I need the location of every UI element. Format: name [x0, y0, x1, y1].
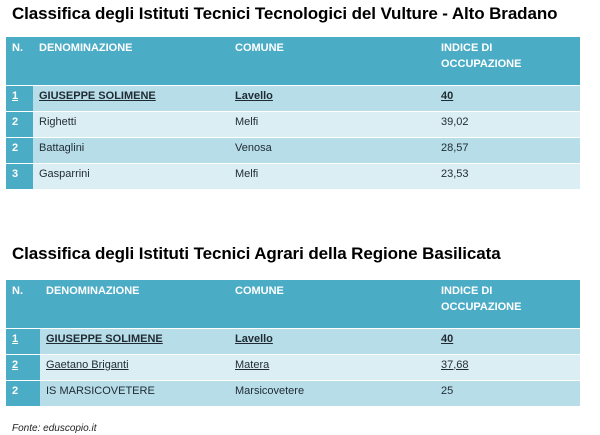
town-name: Matera	[229, 354, 435, 380]
employment-index: 40	[435, 85, 580, 111]
header-indice	[435, 280, 580, 328]
header-denominazione: DENOMINAZIONE	[40, 280, 229, 328]
school-name: Battaglini	[33, 137, 229, 163]
header-indice-line1: INDICE DI	[441, 285, 493, 297]
header-indice-line2: OCCUPAZIONE	[441, 301, 522, 313]
town-name: Melfi	[229, 111, 435, 137]
school-name: Righetti	[33, 111, 229, 137]
rank-number: 2	[6, 380, 40, 406]
town-name: Lavello	[229, 85, 435, 111]
school-name: Gasparrini	[33, 163, 229, 189]
header-denominazione: DENOMINAZIONE	[33, 37, 229, 85]
employment-index: 28,57	[435, 137, 580, 163]
school-name: Gaetano Briganti	[40, 354, 229, 380]
ranking-table-agrari	[6, 280, 580, 406]
table-row	[6, 328, 580, 354]
employment-index: 39,02	[435, 111, 580, 137]
rank-number: 2	[6, 354, 40, 380]
table-1-title: Classifica degli Istituti Tecnici Tecnologici del Vulture - Alto Bradano	[12, 4, 558, 23]
header-indice	[435, 37, 580, 85]
table-header-row	[6, 280, 580, 328]
town-name: Lavello	[229, 328, 435, 354]
town-name: Venosa	[229, 137, 435, 163]
table-row	[6, 137, 580, 163]
header-comune: COMUNE	[229, 37, 435, 85]
rank-number: 1	[6, 85, 33, 111]
employment-index: 23,53	[435, 163, 580, 189]
rank-number: 3	[6, 163, 33, 189]
header-indice-line2: OCCUPAZIONE	[441, 58, 522, 70]
rank-number: 2	[6, 137, 33, 163]
employment-index: 40	[435, 328, 580, 354]
header-indice-line1: INDICE DI	[441, 42, 493, 54]
table-row	[6, 85, 580, 111]
employment-index: 25	[435, 380, 580, 406]
town-name: Melfi	[229, 163, 435, 189]
town-name: Marsicovetere	[229, 380, 435, 406]
school-name: IS MARSICOVETERE	[40, 380, 229, 406]
table-row	[6, 380, 580, 406]
source-note: Fonte: eduscopio.it	[12, 423, 97, 434]
employment-index: 37,68	[435, 354, 580, 380]
school-name: GIUSEPPE SOLIMENE	[33, 85, 229, 111]
rank-number: 1	[6, 328, 40, 354]
header-comune: COMUNE	[229, 280, 435, 328]
header-n: N.	[6, 280, 40, 328]
table-header-row	[6, 37, 580, 85]
school-name: GIUSEPPE SOLIMENE	[40, 328, 229, 354]
rank-number: 2	[6, 111, 33, 137]
table-2-title: Classifica degli Istituti Tecnici Agrari della Regione Basilicata	[12, 244, 501, 263]
table-row	[6, 111, 580, 137]
header-n: N.	[6, 37, 33, 85]
ranking-table-tecnologici	[6, 37, 580, 189]
table-row	[6, 163, 580, 189]
table-row	[6, 354, 580, 380]
